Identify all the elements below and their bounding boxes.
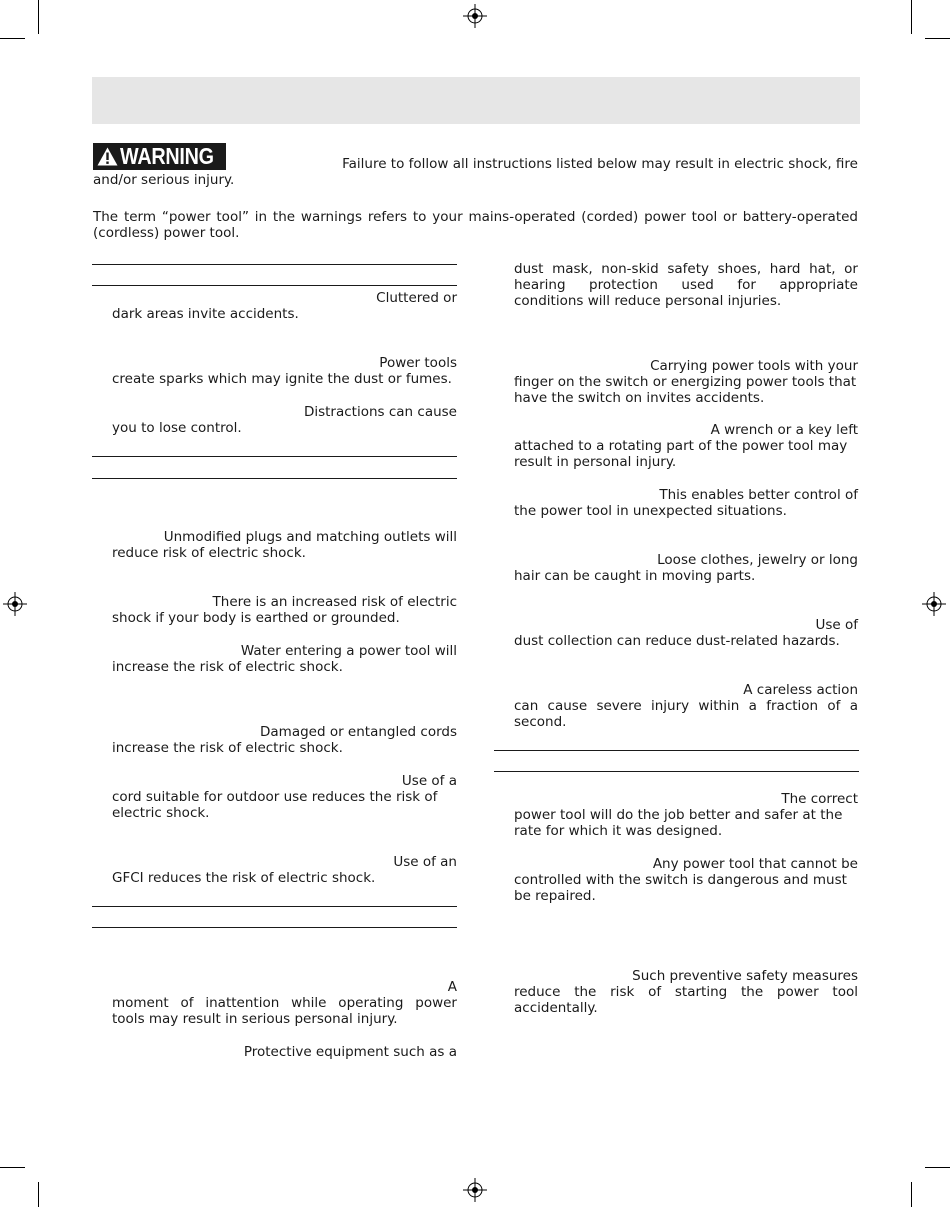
electrical-item-line: Unmodified plugs and matching outlets will bbox=[163, 529, 457, 545]
section-rule bbox=[494, 750, 859, 751]
electrical-item-line: increase the risk of electric shock. bbox=[112, 659, 343, 675]
personal-safety-item-line: A wrench or a key left bbox=[710, 422, 858, 438]
personal-safety-item-line: Use of bbox=[815, 617, 858, 633]
tool-use-item-line: power tool will do the job better and safer at the bbox=[514, 807, 843, 823]
work-area-item-line: create sparks which may ignite the dust or fumes. bbox=[112, 371, 452, 387]
tool-use-item-line: Any power tool that cannot be bbox=[652, 856, 858, 872]
personal-safety-item-line: Loose clothes, jewelry or long bbox=[657, 552, 858, 568]
crop-mark bbox=[925, 1167, 950, 1168]
personal-safety-item-line: attached to a rotating part of the power tool may bbox=[514, 438, 848, 454]
personal-safety-item-line: have the switch on invites accidents. bbox=[514, 390, 765, 406]
section-rule bbox=[92, 478, 457, 479]
registration-mark-icon bbox=[3, 592, 27, 616]
personal-safety-item-line: Protective equipment such as a bbox=[243, 1044, 457, 1060]
electrical-item-line: Use of a bbox=[401, 773, 457, 789]
personal-safety-item-line: A bbox=[447, 979, 457, 995]
personal-safety-item-line: finger on the switch or energizing power tools that bbox=[514, 374, 857, 390]
power-tool-definition-line: The term “power tool” in the warnings refers to your mains-operated (corded) power tool or battery-operated bbox=[93, 209, 858, 225]
electrical-item-line: There is an increased risk of electric bbox=[212, 594, 457, 610]
electrical-item-line: electric shock. bbox=[112, 805, 210, 821]
electrical-item-line: GFCI reduces the risk of electric shock. bbox=[112, 870, 376, 886]
crop-mark bbox=[911, 1182, 912, 1207]
personal-safety-item-line: tools may result in serious personal injury. bbox=[112, 1011, 398, 1027]
work-area-item-line: dark areas invite accidents. bbox=[112, 306, 299, 322]
warning-text-line: Failure to follow all instructions listed below may result in electric shock, fire bbox=[342, 156, 858, 172]
personal-safety-item-line: hair can be caught in moving parts. bbox=[514, 568, 756, 584]
personal-safety-item-line: conditions will reduce personal injuries. bbox=[514, 293, 782, 309]
registration-mark-icon bbox=[463, 4, 487, 28]
warning-signal-word: WARNING bbox=[120, 143, 214, 169]
section-rule bbox=[92, 906, 457, 907]
tool-use-item-line: accidentally. bbox=[514, 1000, 598, 1016]
section-rule bbox=[92, 285, 457, 286]
warning-label bbox=[93, 143, 226, 170]
tool-use-item-line: rate for which it was designed. bbox=[514, 823, 723, 839]
personal-safety-item-line: dust collection can reduce dust-related hazards. bbox=[514, 633, 840, 649]
crop-mark bbox=[38, 1182, 39, 1207]
tool-use-item-line: be repaired. bbox=[514, 888, 596, 904]
tool-use-item-line: Such preventive safety measures bbox=[632, 968, 858, 984]
personal-safety-item-line: hearing protection used for appropriate bbox=[514, 277, 858, 293]
work-area-item-line: Power tools bbox=[379, 355, 457, 371]
crop-mark bbox=[38, 0, 39, 34]
personal-safety-item-line: A careless action bbox=[743, 682, 858, 698]
registration-mark-icon bbox=[922, 592, 946, 616]
tool-use-item-line: reduce the risk of starting the power tool bbox=[514, 984, 858, 1000]
electrical-item-line: reduce risk of electric shock. bbox=[112, 545, 306, 561]
section-rule bbox=[92, 927, 457, 928]
personal-safety-item-line: Carrying power tools with your bbox=[650, 358, 858, 374]
work-area-item-line: Distractions can cause bbox=[303, 404, 457, 420]
work-area-item-line: you to lose control. bbox=[112, 420, 242, 436]
section-rule bbox=[92, 264, 457, 265]
crop-mark bbox=[911, 0, 912, 34]
crop-mark bbox=[0, 38, 25, 39]
personal-safety-item-line: second. bbox=[514, 714, 567, 730]
crop-mark bbox=[925, 38, 950, 39]
electrical-item-line: Damaged or entangled cords bbox=[260, 724, 457, 740]
personal-safety-item-line: moment of inattention while operating power bbox=[112, 995, 457, 1011]
registration-mark-icon bbox=[463, 1178, 487, 1202]
personal-safety-item-line: the power tool in unexpected situations. bbox=[514, 503, 787, 519]
tool-use-item-line: The correct bbox=[781, 791, 858, 807]
power-tool-definition-line: (cordless) power tool. bbox=[93, 225, 240, 241]
electrical-item-line: Use of an bbox=[393, 854, 457, 870]
electrical-item-line: cord suitable for outdoor use reduces the risk of bbox=[112, 789, 438, 805]
work-area-item-line: Cluttered or bbox=[376, 290, 457, 306]
personal-safety-item-line: This enables better control of bbox=[659, 487, 858, 503]
header-band bbox=[92, 77, 860, 124]
warning-triangle-icon bbox=[97, 147, 118, 166]
electrical-item-line: shock if your body is earthed or grounded. bbox=[112, 610, 400, 626]
warning-text-line: and/or serious injury. bbox=[93, 172, 235, 188]
electrical-item-line: increase the risk of electric shock. bbox=[112, 740, 343, 756]
section-rule bbox=[494, 771, 859, 772]
section-rule bbox=[92, 456, 457, 457]
electrical-item-line: Water entering a power tool will bbox=[240, 643, 457, 659]
crop-mark bbox=[0, 1167, 25, 1168]
personal-safety-item-line: dust mask, non-skid safety shoes, hard hat, or bbox=[514, 261, 858, 277]
personal-safety-item-line: can cause severe injury within a fraction of a bbox=[514, 698, 858, 714]
personal-safety-item-line: result in personal injury. bbox=[514, 454, 677, 470]
tool-use-item-line: controlled with the switch is dangerous and must bbox=[514, 872, 847, 888]
